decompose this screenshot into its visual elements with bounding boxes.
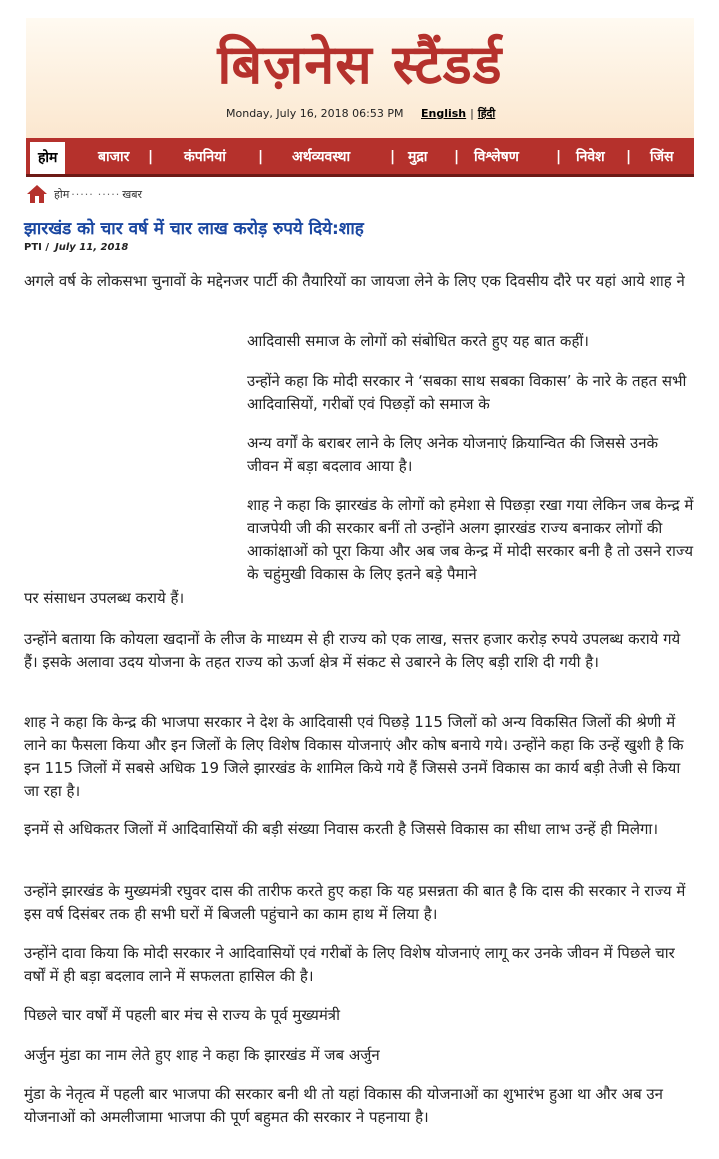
- article-paragraph: आदिवासी समाज के लोगों को संबोधित करते हुए यह बात कहीं।: [247, 332, 589, 350]
- nav-item-companies[interactable]: कंपनियां: [184, 149, 226, 165]
- language-switcher: [421, 107, 495, 120]
- article-paragraph: अन्य वर्गों के बराबर लाने के लिए अनेक योजनाएं क्रियान्वित की जिससे उनके जीवन में बड़ा बदलाव आया है।: [247, 434, 659, 475]
- language-separator: |: [470, 107, 474, 120]
- nav-separator: |: [454, 149, 460, 165]
- nav-item-economy[interactable]: अर्थव्यवस्था: [292, 149, 351, 165]
- breadcrumb-current: खबर: [122, 187, 143, 201]
- nav-separator: |: [148, 149, 154, 165]
- breadcrumb-dots: ·····: [97, 187, 121, 201]
- article-date: July 11, 2018: [55, 242, 129, 253]
- article-paragraph: मुंडा के नेतृत्व में पहली बार भाजपा की सरकार बनी थी तो यहां विकास की योजनाओं का शुभारंभ हुआ था और अब उन योजनाओं को अमलीजामा भाजपा की पूर्ण बहुमत की सरकार ने पहनाया है।: [24, 1085, 663, 1126]
- nav-separator: |: [626, 149, 632, 165]
- main-navigation: [26, 138, 694, 177]
- home-icon[interactable]: [26, 184, 48, 204]
- article-paragraph: शाह ने कहा कि केन्द्र की भाजपा सरकार ने देश के आदिवासी एवं पिछड़े 115 जिलों को अन्य विकसित जिलों की श्रेणी में लाने का फैसला किया और इन जिलों के लिए विशेष विकास योजनाएं और कोष बनाये गये। उन्होंने कहा कि उन्हें खुशी है कि इन 115 जिलों में सबसे अधिक 19 जिले झारखंड के शामिल किये गये हैं जिससे उनमें विकास का कार्य बड़ी तेजी से किया जा रहा है।: [24, 713, 684, 800]
- nav-item-investment[interactable]: निवेश: [576, 149, 605, 165]
- nav-separator: |: [390, 149, 396, 165]
- article-paragraph: उन्होंने बताया कि कोयला खदानों के लीज के माध्यम से ही राज्य को एक लाख, सत्तर हजार करोड़ रुपये उपलब्ध कराये गये हैं। इसके अलावा उदय योजना के तहत राज्य को ऊर्जा क्षेत्र में संकट से उबारने के लिए बड़ी राशि दी गयी है।: [24, 630, 681, 671]
- article-paragraph: पर संसाधन उपलब्ध कराये हैं।: [24, 589, 185, 607]
- nav-separator: |: [556, 149, 562, 165]
- breadcrumb-home[interactable]: होम: [54, 187, 70, 201]
- nav-item-commodities[interactable]: जिंस: [650, 149, 674, 165]
- nav-item-market[interactable]: बाजार: [98, 149, 130, 165]
- breadcrumb: [26, 183, 142, 205]
- site-logo[interactable]: बिज़नेस स्टैंडर्ड: [217, 32, 503, 96]
- article-paragraph: शाह ने कहा कि झारखंड के लोगों को हमेशा से पिछड़ा रखा गया लेकिन जब केन्द्र में वाजपेयी जी की सरकार बनीं तो उन्होंने अलग झारखंड राज्य बनाकर लोगों की आकांक्षाओं को पूरा किया और अब जब केन्द्र में मोदी सरकार बनी है तो उसने राज्य के चहुंमुखी विकास के लिए इतने बड़े पैमाने: [247, 496, 694, 583]
- english-link[interactable]: English: [421, 107, 467, 120]
- article-paragraph: अगले वर्ष के लोकसभा चुनावों के मद्देनजर पार्टी की तैयारियों का जायजा लेने के लिए एक दिवसीय दौरे पर यहां आये शाह ने: [24, 272, 685, 290]
- article-title: झारखंड को चार वर्ष में चार लाख करोड़ रुपये दिये:शाह: [24, 219, 364, 239]
- dateline: [226, 106, 495, 121]
- article-paragraph: उन्होंने झारखंड के मुख्यमंत्री रघुवर दास की तारीफ करते हुए कहा कि यह प्रसन्नता की बात है कि दास की सरकार ने राज्य में इस वर्ष दिसंबर तक ही सभी घरों में बिजली पहुंचाने का काम हाथ में लिया है।: [24, 882, 686, 923]
- hindi-link[interactable]: हिंदी: [477, 107, 496, 120]
- article-paragraph: अर्जुन मुंडा का नाम लेते हुए शाह ने कहा कि झारखंड में जब अर्जुन: [24, 1046, 380, 1064]
- article-byline: [24, 242, 128, 253]
- article-source: PTI /: [24, 242, 50, 253]
- nav-item-currency[interactable]: मुद्रा: [408, 149, 428, 165]
- nav-separator: |: [258, 149, 264, 165]
- article-paragraph: इनमें से अधिकतर जिलों में आदिवासियों की बड़ी संख्या निवास करती है जिससे विकास का सीधा लाभ उन्हें ही मिलेगा।: [24, 820, 659, 838]
- article-paragraph: पिछले चार वर्षों में पहली बार मंच से राज्य के पूर्व मुख्यमंत्री: [24, 1006, 340, 1024]
- breadcrumb-dots: ·····: [71, 187, 94, 201]
- article-paragraph: उन्होंने कहा कि मोदी सरकार ने ‘सबका साथ सबका विकास’ के नारे के तहत सभी आदिवासियों, गरीबों एवं पिछड़ों को समाज के: [247, 372, 687, 413]
- current-datetime: Monday, July 16, 2018 06:53 PM: [226, 107, 404, 120]
- article-paragraph: उन्होंने दावा किया कि मोदी सरकार ने आदिवासियों एवं गरीबों के लिए विशेष योजनाएं लागू कर उनके जीवन में पिछले चार वर्षों में ही बड़ा बदलाव लाने में सफलता हासिल की है।: [24, 944, 675, 985]
- masthead: [26, 18, 694, 138]
- nav-item-analysis[interactable]: विश्लेषण: [474, 149, 519, 165]
- nav-item-home[interactable]: होम: [30, 142, 65, 174]
